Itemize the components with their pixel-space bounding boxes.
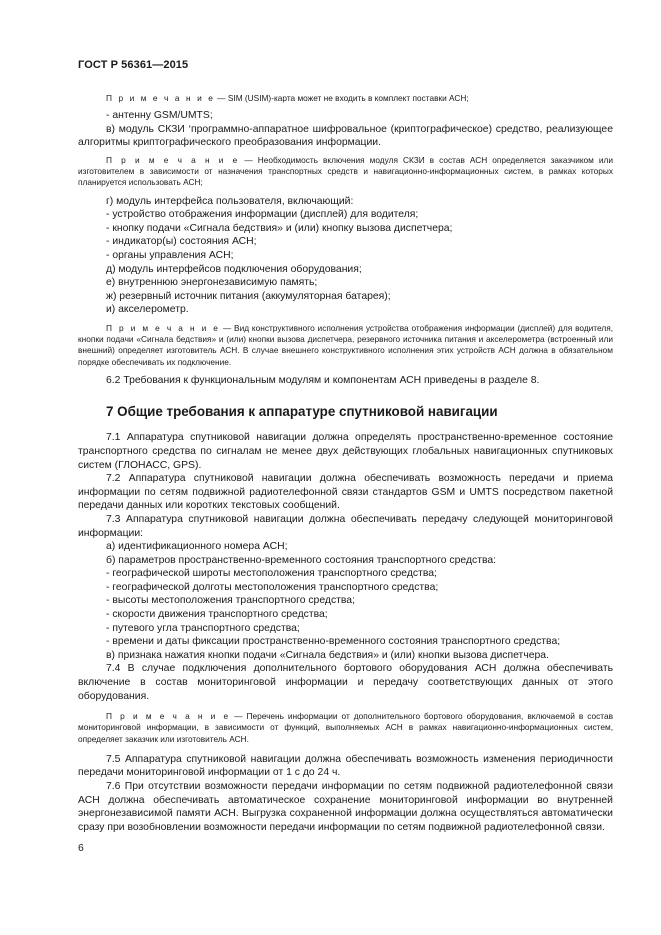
note-label: П р и м е ч а н и е [106,711,231,722]
paragraph-7-5: 7.5 Аппаратура спутниковой навигации должна обеспечивать возможность изменения периодичности передачи мониторинговой информации от 1 с до 24 ч. [78,753,613,779]
list-item: и) акселерометр. [106,304,189,316]
list-item: е) внутреннюю энергонезависимую память; [106,277,318,289]
list-item: д) модуль интерфейсов подключения оборудования; [106,263,362,275]
note-text: — Вид конструктивного исполнения устройства отображения информации (дисплей) для водителя, кнопки подачи «Сигнала бедствия» и (или) кнопки вызова диспетчера, резервного источника питания и акселерометра (встроенный или внешний) определяет изготовитель АСН. В случае внешнего конструктивного исполнения этих устройств АСН должна в обязательном порядке обеспечивать их подключение. [78,322,613,367]
page-number: 6 [78,843,84,854]
note-label: П р и м е ч а н и е [106,322,221,333]
document-body [78,93,613,834]
list-item: - географической широты местоположения транспортного средства; [106,568,437,580]
list-item: - кнопку подачи «Сигнала бедствия» и (или) кнопку вызова диспетчера; [106,222,453,234]
list-item: - антенну GSM/UMTS; [106,110,213,122]
paragraph-7-2: 7.2 Аппаратура спутниковой навигации должна обеспечивать возможность передачи и приема информации по сетям подвижной радиотелефонной связи стандартов GSM и UMTS посредством пакетной передачи данных или коротких текстовых сообщений. [78,473,613,512]
note-skzi-module [78,155,613,189]
paragraph-7-3: 7.3 Аппаратура спутниковой навигации должна обеспечивать передачу следующей мониторинговой информации: [78,513,613,539]
list-item: а) идентификационного номера АСН; [106,541,288,553]
list-item: - индикатор(ы) состояния АСН; [106,236,257,248]
list-item: б) параметров пространственно-временного состояния транспортного средства: [106,554,497,566]
standard-code-header: ГОСТ Р 56361—2015 [78,59,189,71]
note-label: П р и м е ч а н и е [106,93,215,103]
list-item: - путевого угла транспортного средства; [106,622,300,634]
list-item: в) признака нажатия кнопки подачи «Сигнала бедствия» и (или) кнопки вызова диспетчера. [106,649,549,661]
note-text: — Необходимость включения модуля СКЗИ в состав АСН определяется заказчиком или изготовителем в зависимости от назначения транспортных средств и навигационно-информационных систем, в рамках которых планируется использовать АСН; [78,154,613,188]
list-item: ж) резервный источник питания (аккумуляторная батарея); [106,290,391,302]
note-label: П р и м е ч а н и е [106,154,240,165]
paragraph-6-2: 6.2 Требования к функциональным модулям и компонентам АСН приведены в разделе 8. [106,374,540,386]
note-design-execution [78,323,613,368]
list-item: - географической долготы местоположения транспортного средства; [106,581,439,593]
list-item: - скорости движения транспортного средства; [106,609,328,621]
paragraph-7-4: 7.4 В случае подключения дополнительного бортового оборудования АСН должна обеспечивать включение в состав мониторинговой информации и передачу соответствующих данных от этого оборудования. [78,663,613,702]
note-sim-card [78,93,613,104]
list-item: - времени и даты фиксации пространственно-временного состояния транспортного средства; [106,636,561,648]
list-item: - устройство отображения информации (дисплей) для водителя; [106,209,419,221]
note-text: — Перечень информации от дополнительного бортового оборудования, включаемой в состав мониторинговой информации, в зависимости от функций, выполняемых АСН в рамках навигационно-информационных систем, определяет заказчик или изготовитель АСН. [78,711,614,744]
note-text: — SIM (USIM)-карта может не входить в комплект поставки АСН; [217,93,469,103]
list-item: - высоты местоположения транспортного средства; [106,595,355,607]
paragraph-7-6: 7.6 При отсутствии возможности передачи информации по сетям подвижной радиотелефонной связи АСН должна обеспечивать автоматическое сохранение мониторинговой информации во внутренней энергонезависимой памяти АСН. Выгрузка сохраненной информации должна осуществляться автоматически сразу при возобновлении возможности передачи информации по сетям подвижной радиотелефонной связи. [78,781,613,833]
section-7-heading: 7 Общие требования к аппаратуре спутниковой навигации [106,404,498,420]
list-item: г) модуль интерфейса пользователя, включающий: [106,195,354,207]
paragraph-7-1: 7.1 Аппаратура спутниковой навигации должна определять пространственно-временное состояние транспортного средства по сигналам не менее двух действующих глобальных навигационных спутниковых систем (ГЛОНАСС, GPS). [78,432,613,471]
list-item: в) модуль СКЗИ ‘программно-аппаратное шифровальное (криптографическое) средство, реализующее алгоритмы криптографического преобразования информации. [78,123,613,149]
note-additional-equipment [78,711,613,745]
list-item: - органы управления АСН; [106,249,234,261]
